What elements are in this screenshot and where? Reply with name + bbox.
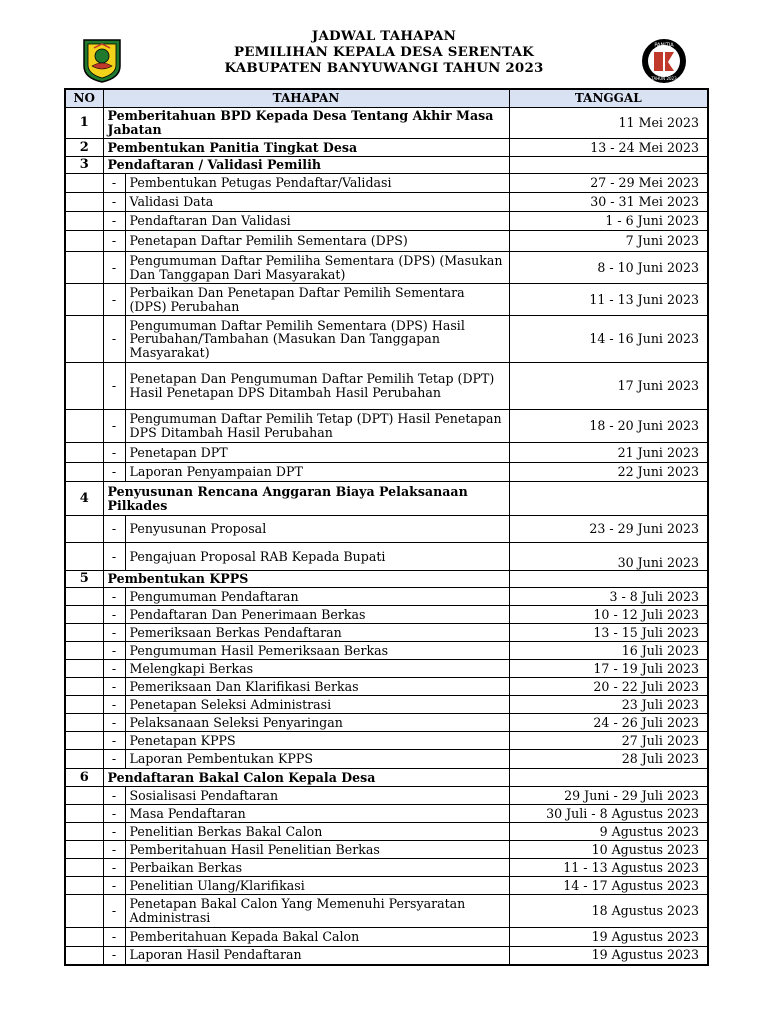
sub-item-dash: -: [103, 895, 125, 928]
sub-item-dash: -: [103, 463, 125, 482]
sub-item-date: 20 - 22 Juli 2023: [509, 678, 708, 696]
sub-item-dash: -: [103, 231, 125, 252]
table-header-row: [65, 89, 708, 108]
empty-number-cell: [65, 678, 103, 696]
table-row: [65, 139, 708, 157]
table-row: [65, 463, 708, 482]
sub-item-date: 11 - 13 Juni 2023: [509, 284, 708, 316]
stage-title: Pembentukan KPPS: [103, 571, 509, 588]
sub-item-date: 19 Agustus 2023: [509, 947, 708, 965]
table-row: [65, 410, 708, 443]
sub-item-text: Pelaksanaan Seleksi Penyaringan: [125, 714, 509, 732]
sub-item-dash: -: [103, 928, 125, 947]
sub-item-date: 10 Agustus 2023: [509, 841, 708, 859]
sub-item-text: Pemberitahuan Hasil Penelitian Berkas: [125, 841, 509, 859]
sub-item-text: Penetapan Seleksi Administrasi: [125, 696, 509, 714]
stage-date: [509, 157, 708, 174]
empty-number-cell: [65, 805, 103, 823]
empty-number-cell: [65, 877, 103, 895]
sub-item-date: 8 - 10 Juni 2023: [509, 252, 708, 284]
sub-item-date: 17 Juni 2023: [509, 363, 708, 410]
sub-item-text: Penetapan Bakal Calon Yang Memenuhi Persyaratan Administrasi: [125, 895, 509, 928]
sub-item-date: 1 - 6 Juni 2023: [509, 212, 708, 231]
table-row: [65, 895, 708, 928]
empty-number-cell: [65, 463, 103, 482]
sub-item-date: 30 Juli - 8 Agustus 2023: [509, 805, 708, 823]
empty-number-cell: [65, 859, 103, 877]
sub-item-dash: -: [103, 696, 125, 714]
row-number: 4: [65, 482, 103, 516]
table-row: [65, 157, 708, 174]
sub-item-dash: -: [103, 841, 125, 859]
empty-number-cell: [65, 410, 103, 443]
row-number: 6: [65, 769, 103, 787]
sub-item-text: Penetapan KPPS: [125, 732, 509, 750]
table-row: [65, 252, 708, 284]
sub-item-text: Pendaftaran Dan Validasi: [125, 212, 509, 231]
sub-item-date: 18 - 20 Juni 2023: [509, 410, 708, 443]
table-row: [65, 516, 708, 543]
column-header-no: NO: [65, 89, 103, 108]
table-row: [65, 363, 708, 410]
sub-item-text: Penyusunan Proposal: [125, 516, 509, 543]
table-row: [65, 877, 708, 895]
table-row: [65, 231, 708, 252]
sub-item-dash: -: [103, 516, 125, 543]
sub-item-date: 29 Juni - 29 Juli 2023: [509, 787, 708, 805]
empty-number-cell: [65, 624, 103, 642]
sub-item-date: 21 Juni 2023: [509, 443, 708, 463]
empty-number-cell: [65, 928, 103, 947]
sub-item-text: Pengumuman Daftar Pemilih Sementara (DPS) Hasil Perubahan/Tambahan (Masukan Dan Tanggapan Masyarakat): [125, 316, 509, 363]
empty-number-cell: [65, 841, 103, 859]
sub-item-date: 13 - 15 Juli 2023: [509, 624, 708, 642]
sub-item-date: 24 - 26 Juli 2023: [509, 714, 708, 732]
table-row: [65, 482, 708, 516]
stage-title: Penyusunan Rencana Anggaran Biaya Pelaksanaan Pilkades: [103, 482, 509, 516]
sub-item-date: 27 Juli 2023: [509, 732, 708, 750]
sub-item-dash: -: [103, 642, 125, 660]
sub-item-date: 23 - 29 Juni 2023: [509, 516, 708, 543]
empty-number-cell: [65, 516, 103, 543]
sub-item-text: Perbaikan Berkas: [125, 859, 509, 877]
sub-item-dash: -: [103, 750, 125, 769]
sub-item-text: Laporan Penyampaian DPT: [125, 463, 509, 482]
table-row: [65, 193, 708, 212]
table-row: [65, 841, 708, 859]
empty-number-cell: [65, 588, 103, 606]
sub-item-dash: -: [103, 543, 125, 571]
sub-item-text: Pemberitahuan Kepada Bakal Calon: [125, 928, 509, 947]
sub-item-dash: -: [103, 732, 125, 750]
table-row: [65, 750, 708, 769]
sub-item-text: Pengumuman Daftar Pemiliha Sementara (DPS) (Masukan Dan Tanggapan Dari Masyarakat): [125, 252, 509, 284]
empty-number-cell: [65, 316, 103, 363]
sub-item-text: Validasi Data: [125, 193, 509, 212]
sub-item-text: Pembentukan Petugas Pendaftar/Validasi: [125, 174, 509, 193]
sub-item-dash: -: [103, 859, 125, 877]
sub-item-text: Penetapan Dan Pengumuman Daftar Pemilih Tetap (DPT) Hasil Penetapan DPS Ditambah Hasil Perubahan: [125, 363, 509, 410]
table-row: [65, 678, 708, 696]
table-row: [65, 823, 708, 841]
table-row: [65, 174, 708, 193]
table-row: [65, 642, 708, 660]
sub-item-dash: -: [103, 787, 125, 805]
sub-item-text: Penetapan DPT: [125, 443, 509, 463]
column-header-tanggal: TANGGAL: [509, 89, 708, 108]
table-row: [65, 947, 708, 965]
table-row: [65, 284, 708, 316]
row-number: 1: [65, 108, 103, 139]
sub-item-date: 18 Agustus 2023: [509, 895, 708, 928]
table-row: [65, 859, 708, 877]
stage-date: [509, 482, 708, 516]
stage-title: Pendaftaran Bakal Calon Kepala Desa: [103, 769, 509, 787]
table-row: [65, 624, 708, 642]
sub-item-dash: -: [103, 212, 125, 231]
sub-item-date: 16 Juli 2023: [509, 642, 708, 660]
sub-item-date: 3 - 8 Juli 2023: [509, 588, 708, 606]
column-header-tahapan: TAHAPAN: [103, 89, 509, 108]
row-number: 5: [65, 571, 103, 588]
empty-number-cell: [65, 660, 103, 678]
header-line-2: PEMILIHAN KEPALA DESA SERENTAK: [233, 44, 535, 60]
empty-number-cell: [65, 231, 103, 252]
stage-title: Pembentukan Panitia Tingkat Desa: [103, 139, 509, 157]
empty-number-cell: [65, 714, 103, 732]
sub-item-dash: -: [103, 588, 125, 606]
sub-item-text: Pengajuan Proposal RAB Kepada Bupati: [125, 543, 509, 571]
sub-item-date: 9 Agustus 2023: [509, 823, 708, 841]
sub-item-text: Pemeriksaan Dan Klarifikasi Berkas: [125, 678, 509, 696]
sub-item-dash: -: [103, 877, 125, 895]
sub-item-dash: -: [103, 363, 125, 410]
table-row: [65, 732, 708, 750]
stage-title: Pendaftaran / Validasi Pemilih: [103, 157, 509, 174]
sub-item-date: 17 - 19 Juli 2023: [509, 660, 708, 678]
sub-item-date: 19 Agustus 2023: [509, 928, 708, 947]
sub-item-text: Penelitian Ulang/Klarifikasi: [125, 877, 509, 895]
empty-number-cell: [65, 750, 103, 769]
empty-number-cell: [65, 174, 103, 193]
sub-item-date: 28 Juli 2023: [509, 750, 708, 769]
sub-item-dash: -: [103, 252, 125, 284]
empty-number-cell: [65, 543, 103, 571]
sub-item-date: 10 - 12 Juli 2023: [509, 606, 708, 624]
table-row: [65, 316, 708, 363]
table-row: [65, 805, 708, 823]
sub-item-text: Penelitian Berkas Bakal Calon: [125, 823, 509, 841]
sub-item-date: 14 - 17 Agustus 2023: [509, 877, 708, 895]
sub-item-dash: -: [103, 174, 125, 193]
table-row: [65, 769, 708, 787]
empty-number-cell: [65, 947, 103, 965]
sub-item-date: 27 - 29 Mei 2023: [509, 174, 708, 193]
sub-item-text: Masa Pendaftaran: [125, 805, 509, 823]
table-row: [65, 660, 708, 678]
stage-title: Pemberitahuan BPD Kepada Desa Tentang Akhir Masa Jabatan: [103, 108, 509, 139]
sub-item-text: Laporan Pembentukan KPPS: [125, 750, 509, 769]
table-row: [65, 714, 708, 732]
table-row: [65, 571, 708, 588]
sub-item-date: 23 Juli 2023: [509, 696, 708, 714]
empty-number-cell: [65, 212, 103, 231]
sub-item-text: Laporan Hasil Pendaftaran: [125, 947, 509, 965]
panitia-seal-logo: [641, 38, 687, 84]
table-row: [65, 928, 708, 947]
table-row: [65, 696, 708, 714]
sub-item-dash: -: [103, 316, 125, 363]
table-row: [65, 606, 708, 624]
empty-number-cell: [65, 895, 103, 928]
empty-number-cell: [65, 363, 103, 410]
sub-item-text: Perbaikan Dan Penetapan Daftar Pemilih Sementara (DPS) Perubahan: [125, 284, 509, 316]
sub-item-date: 30 Juni 2023: [509, 543, 708, 571]
stage-date: 11 Mei 2023: [509, 108, 708, 139]
sub-item-dash: -: [103, 805, 125, 823]
empty-number-cell: [65, 606, 103, 624]
sub-item-dash: -: [103, 660, 125, 678]
table-row: [65, 443, 708, 463]
table-row: [65, 543, 708, 571]
sub-item-dash: -: [103, 714, 125, 732]
row-number: 2: [65, 139, 103, 157]
sub-item-text: Penetapan Daftar Pemilih Sementara (DPS): [125, 231, 509, 252]
empty-number-cell: [65, 696, 103, 714]
stage-date: 13 - 24 Mei 2023: [509, 139, 708, 157]
sub-item-text: Pemeriksaan Berkas Pendaftaran: [125, 624, 509, 642]
sub-item-date: 11 - 13 Agustus 2023: [509, 859, 708, 877]
sub-item-dash: -: [103, 193, 125, 212]
header-line-3: KABUPATEN BANYUWANGI TAHUN 2023: [224, 60, 544, 76]
table-row: [65, 787, 708, 805]
sub-item-text: Sosialisasi Pendaftaran: [125, 787, 509, 805]
sub-item-dash: -: [103, 823, 125, 841]
table-row: [65, 588, 708, 606]
sub-item-dash: -: [103, 678, 125, 696]
empty-number-cell: [65, 642, 103, 660]
sub-item-dash: -: [103, 606, 125, 624]
sub-item-date: 22 Juni 2023: [509, 463, 708, 482]
sub-item-dash: -: [103, 284, 125, 316]
svg-text:TAHUN 2023: TAHUN 2023: [651, 76, 677, 81]
sub-item-dash: -: [103, 410, 125, 443]
empty-number-cell: [65, 443, 103, 463]
empty-number-cell: [65, 823, 103, 841]
stage-date: [509, 571, 708, 588]
sub-item-text: Pendaftaran Dan Penerimaan Berkas: [125, 606, 509, 624]
sub-item-text: Pengumuman Daftar Pemilih Tetap (DPT) Hasil Penetapan DPS Ditambah Hasil Perubahan: [125, 410, 509, 443]
sub-item-dash: -: [103, 947, 125, 965]
table-row: [65, 212, 708, 231]
empty-number-cell: [65, 284, 103, 316]
table-body: [65, 108, 708, 965]
empty-number-cell: [65, 252, 103, 284]
sub-item-dash: -: [103, 624, 125, 642]
sub-item-date: 14 - 16 Juni 2023: [509, 316, 708, 363]
table-row: [65, 108, 708, 139]
sub-item-text: Melengkapi Berkas: [125, 660, 509, 678]
sub-item-text: Pengumuman Hasil Pemeriksaan Berkas: [125, 642, 509, 660]
sub-item-date: 7 Juni 2023: [509, 231, 708, 252]
sub-item-dash: -: [103, 443, 125, 463]
stage-date: [509, 769, 708, 787]
schedule-table: [64, 88, 709, 966]
sub-item-date: 30 - 31 Mei 2023: [509, 193, 708, 212]
header-line-1: JADWAL TAHAPAN: [311, 28, 457, 44]
empty-number-cell: [65, 193, 103, 212]
empty-number-cell: [65, 787, 103, 805]
row-number: 3: [65, 157, 103, 174]
svg-text:PANITIA: PANITIA: [654, 42, 674, 49]
empty-number-cell: [65, 732, 103, 750]
sub-item-text: Pengumuman Pendaftaran: [125, 588, 509, 606]
